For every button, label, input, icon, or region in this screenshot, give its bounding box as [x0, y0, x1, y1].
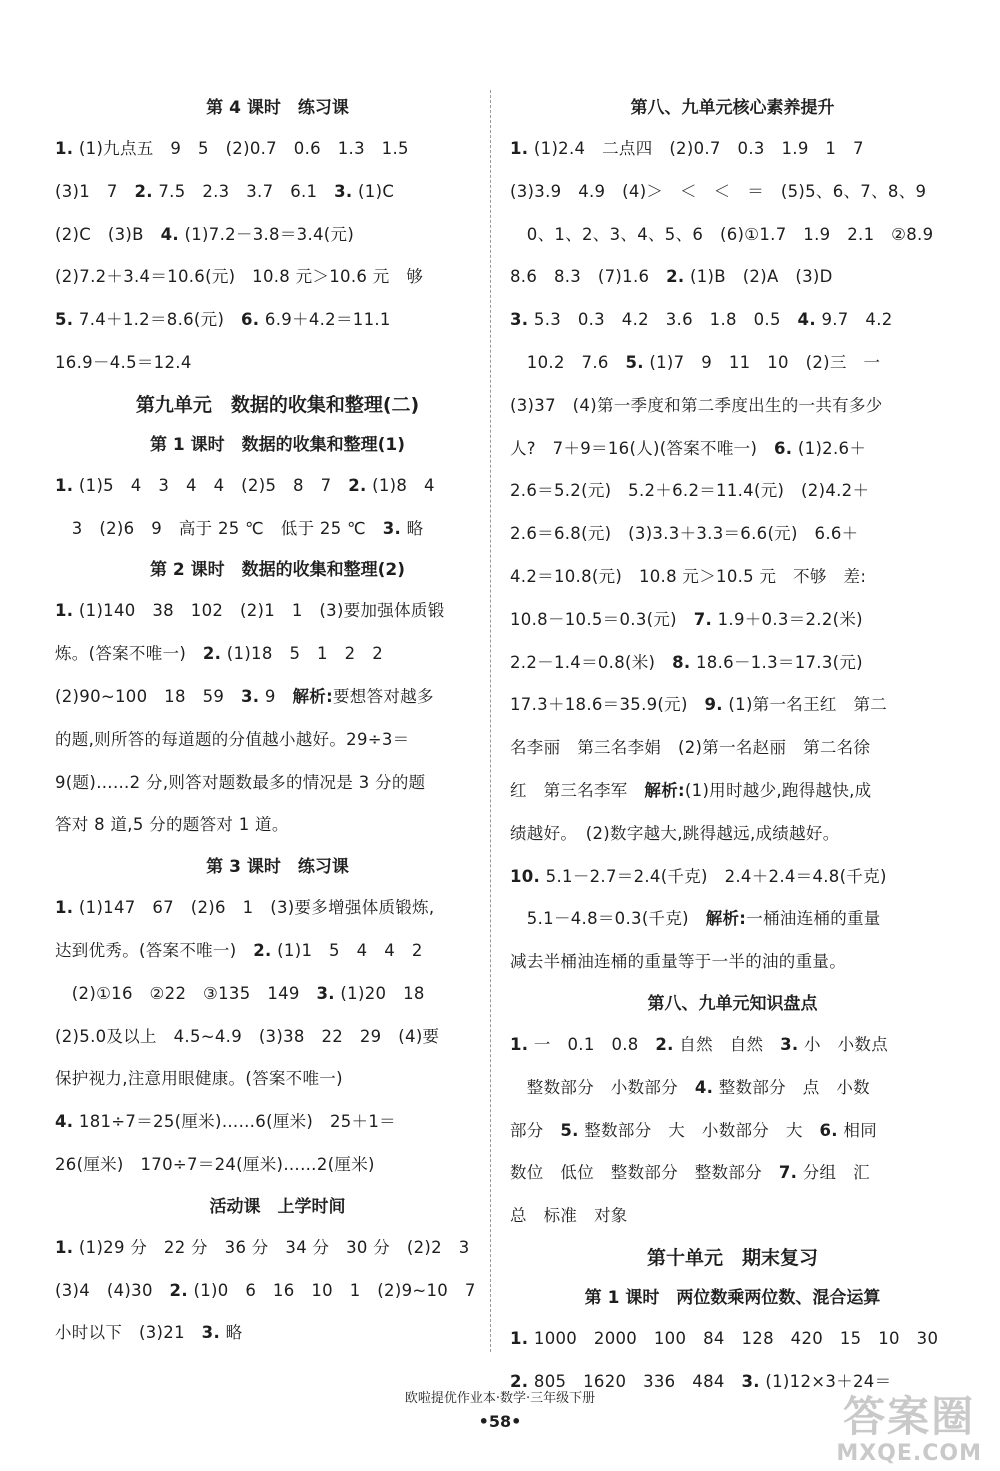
answer-block: [55, 1227, 500, 1355]
answer-line: (2)90~100 18 59 3. 9 解析:要想答对越多: [55, 686, 434, 706]
answer-line: 26(厘米) 170÷7＝24(厘米)……2(厘米): [55, 1154, 375, 1174]
answer-line: 17.3＋18.6＝35.9(元) 9. (1)第一名王红 第二: [510, 695, 888, 715]
answer-line: 红 第三名李军 解析:(1)用时越少,跑得越快,成: [510, 780, 872, 800]
page-number: •58•: [478, 1412, 522, 1431]
lesson-heading: 第 3 课时 练习课: [206, 857, 349, 878]
answer-line: 3. 5.3 0.3 4.2 3.6 1.8 0.5 4. 9.7 4.2: [510, 310, 893, 330]
answer-line: (3)4 (4)30 2. (1)0 6 16 10 1 (2)9~10 7: [55, 1280, 476, 1300]
watermark-logo-text: 答案圈: [843, 1392, 976, 1441]
answer-line: 10. 5.1－2.7＝2.4(千克) 2.4＋2.4＝4.8(千克): [510, 866, 887, 886]
answer-line: 总 标准 对象: [510, 1206, 628, 1226]
watermark-url: MXQE.COM: [836, 1441, 982, 1466]
answer-line: 10.2 7.6 5. (1)7 9 11 10 (2)三 一: [510, 352, 881, 372]
right-column: [510, 88, 955, 1404]
answer-block: [55, 887, 500, 1187]
answer-line: (3)1 7 2. 7.5 2.3 3.7 6.1 3. (1)C: [55, 181, 395, 201]
answer-line: 1. 一 0.1 0.8 2. 自然 自然 3. 小 小数点: [510, 1034, 889, 1054]
answer-line: (2)5.0及以上 4.5~4.9 (3)38 22 29 (4)要: [55, 1026, 440, 1046]
answer-line: (2)①16 ②22 ③135 149 3. (1)20 18: [55, 983, 425, 1003]
answer-line: 的题,则所答的每道题的分值越小越好。29÷3＝: [55, 729, 410, 749]
answer-line: 8.6 8.3 (7)1.6 2. (1)B (2)A (3)D: [510, 267, 833, 287]
answer-line: (2)7.2＋3.4＝10.6(元) 10.8 元＞10.6 元 够: [55, 267, 424, 287]
answer-line: 小时以下 (3)21 3. 略: [55, 1323, 243, 1343]
answer-block: [510, 128, 955, 984]
answer-line: 3 (2)6 9 高于 25 ℃ 低于 25 ℃ 3. 略: [55, 518, 424, 538]
answer-line: 2.2－1.4＝0.8(米) 8. 18.6－1.3＝17.3(元): [510, 652, 863, 672]
answer-line: 1. (1)140 38 102 (2)1 1 (3)要加强体质锻: [55, 601, 445, 621]
answer-line: 5.1－4.8＝0.3(千克) 解析:一桶油连桶的重量: [510, 909, 881, 929]
answer-line: 整数部分 小数部分 4. 整数部分 点 小数: [510, 1077, 870, 1097]
answer-line: 5. 7.4＋1.2＝8.6(元) 6. 6.9＋4.2＝11.1: [55, 310, 391, 330]
answer-block: [55, 128, 500, 385]
answer-line: 1. 1000 2000 100 84 128 420 15 10 30: [510, 1328, 939, 1348]
answer-line: 绩越好。 (2)数字越大,跳得越远,成绩越好。: [510, 823, 840, 843]
watermark: [836, 1393, 982, 1467]
lesson-heading: 第八、九单元核心素养提升: [630, 98, 835, 118]
answer-line: 1. (1)147 67 (2)6 1 (3)要多增强体质锻炼,: [55, 898, 435, 918]
unit-heading: 第九单元 数据的收集和整理(二): [135, 393, 420, 416]
answer-line: 16.9－4.5＝12.4: [55, 352, 192, 372]
answer-line: 炼。(答案不唯一) 2. (1)18 5 1 2 2: [55, 644, 384, 664]
answer-line: (3)3.9 4.9 (4)＞ ＜ ＜ ＝ (5)5、6、7、8、9: [510, 181, 927, 201]
lesson-heading: 第 1 课时 两位数乘两位数、混合运算: [584, 1287, 881, 1308]
answer-line: 人? 7＋9＝16(人)(答案不唯一) 6. (1)2.6＋: [510, 438, 867, 458]
answer-line: 减去半桶油连桶的重量等于一半的油的重量。: [510, 952, 846, 972]
lesson-heading: 活动课 上学时间: [209, 1196, 346, 1217]
answer-block: [510, 1024, 955, 1238]
answer-line: 名李丽 第三名李娟 (2)第一名赵丽 第二名徐: [510, 738, 871, 758]
answer-line: 部分 5. 整数部分 大 小数部分 大 6. 相同: [510, 1120, 878, 1140]
answer-line: 4. 181÷7＝25(厘米)……6(厘米) 25＋1＝: [55, 1112, 396, 1132]
answer-line: 1. (1)2.4 二点四 (2)0.7 0.3 1.9 1 7: [510, 139, 864, 158]
lesson-heading: 第八、九单元知识盘点: [647, 993, 818, 1014]
answer-line: 答对 8 道,5 分的题答对 1 道。: [55, 815, 289, 835]
answer-line: 4.2＝10.8(元) 10.8 元＞10.5 元 不够 差:: [510, 566, 867, 586]
lesson-heading: 第 1 课时 数据的收集和整理(1): [149, 434, 406, 455]
answer-line: 达到优秀。(答案不唯一) 2. (1)1 5 4 4 2: [55, 940, 423, 960]
answer-line: 1. (1)29 分 22 分 36 分 34 分 30 分 (2)2 3: [55, 1237, 470, 1257]
lesson-heading: 第 4 课时 练习课: [206, 98, 349, 118]
unit-heading: 第十单元 期末复习: [646, 1246, 818, 1269]
answer-line: 数位 低位 整数部分 整数部分 7. 分组 汇: [510, 1163, 870, 1183]
answer-line: 2.6＝6.8(元) (3)3.3＋3.3＝6.6(元) 6.6＋: [510, 524, 859, 544]
answer-block: [55, 465, 500, 551]
answer-line: 1. (1)九点五 9 5 (2)0.7 0.6 1.3 1.5: [55, 139, 409, 158]
answer-line: 保护视力,注意用眼健康。(答案不唯一): [55, 1069, 343, 1089]
answer-line: 10.8－10.5＝0.3(元) 7. 1.9＋0.3＝2.2(米): [510, 609, 863, 629]
answer-block: [55, 590, 500, 847]
lesson-heading: 第 2 课时 数据的收集和整理(2): [149, 560, 406, 581]
answer-line: 1. (1)5 4 3 4 4 (2)5 8 7 2. (1)8 4: [55, 475, 435, 495]
left-column: [55, 88, 500, 1355]
answer-line: 2.6＝5.2(元) 5.2＋6.2＝11.4(元) (2)4.2＋: [510, 481, 870, 501]
answer-line: (3)37 (4)第一季度和第二季度出生的一共有多少: [510, 395, 883, 415]
answer-line: 9(题)……2 分,则答对题数最多的情况是 3 分的题: [55, 772, 426, 792]
footer-book-title: 欧啦提优作业本·数学·三年级下册: [404, 1391, 596, 1406]
answer-line: 2. 805 1620 336 484 3. (1)12×3＋24＝: [510, 1371, 892, 1391]
answer-line: 0、1、2、3、4、5、6 (6)①1.7 1.9 2.1 ②8.9: [510, 224, 934, 244]
answer-line: (2)C (3)B 4. (1)7.2－3.8＝3.4(元): [55, 224, 355, 244]
